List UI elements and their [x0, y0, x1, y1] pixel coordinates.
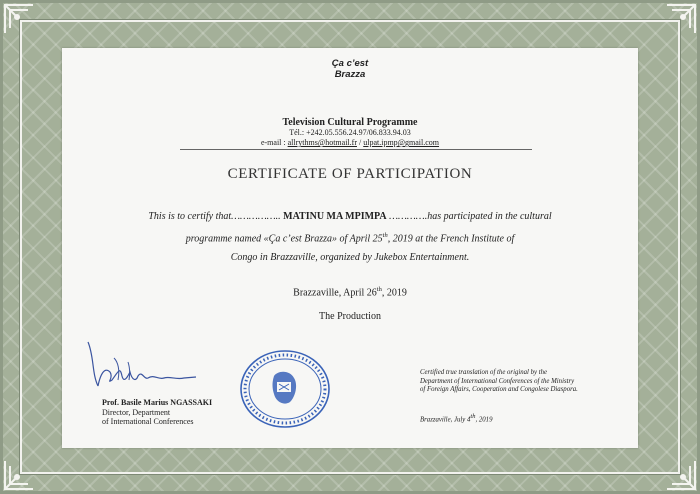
corner-ornament-icon — [2, 458, 36, 492]
corner-ornament-icon — [664, 2, 698, 36]
email-address-2[interactable]: ulpat.ipmp@gmail.com — [363, 138, 440, 147]
corner-ornament-icon — [2, 2, 36, 36]
body-text: ………….has participated in the cultural — [386, 211, 552, 222]
body-text: This is to certify that…………….. — [148, 211, 284, 222]
participant-name: MATINU MA MPIMPA — [283, 211, 387, 222]
ordinal-suffix: th — [470, 413, 476, 420]
corner-ornament-icon — [664, 458, 698, 492]
place-date-text: Brazzaville, April 26 — [293, 287, 377, 299]
certificate-body-line-1 — [62, 211, 638, 222]
email-separator: / — [356, 138, 364, 147]
certificate-body-line-3: Congo in Brazzaville, organized by Jukebox Entertainment. — [230, 252, 470, 263]
place-date-text: , 2019 — [381, 287, 407, 299]
translation-date — [420, 413, 492, 423]
ordinal-suffix: th — [382, 232, 388, 239]
signatory-block — [102, 398, 212, 427]
organization-name — [62, 58, 638, 80]
handwritten-signature — [84, 336, 204, 394]
email-address-1[interactable]: allrythms@hotmail.fr — [287, 138, 357, 147]
email-line — [62, 138, 638, 147]
org-name-line1: Ça c’est — [331, 58, 369, 69]
signatory-department: of International Conferences — [102, 417, 194, 426]
header-divider — [180, 149, 532, 150]
certificate-sheet — [62, 48, 638, 448]
body-text: programme named «Ça c’est Brazza» of April 25 — [185, 233, 383, 245]
programme-title: Television Cultural Programme — [282, 117, 418, 128]
translation-date-text: Brazzaville, July 4 — [420, 416, 471, 424]
certificate-title: CERTIFICATE OF PARTICIPATION — [227, 166, 473, 182]
signatory-name: Prof. Basile Marius NGASSAKI — [102, 398, 213, 407]
issuer-label: The Production — [319, 311, 381, 322]
signatory-role: Director, Department — [102, 407, 171, 417]
email-prefix: e-mail : — [260, 138, 288, 147]
body-text: , 2019 at the French Institute of — [387, 233, 515, 245]
certificate-body-line-2 — [62, 232, 638, 244]
translation-date-text: , 2019 — [475, 416, 493, 424]
org-name-line2: Brazza — [334, 69, 366, 80]
place-and-date — [62, 286, 638, 298]
translation-certification-note: Certified true translation of the original by the Department of International Conferences of the Ministry of Foreign Affairs, Cooperation and Congolese Diaspora. — [420, 369, 578, 393]
ordinal-suffix: th — [376, 286, 382, 293]
telephone-line: Tél.: +242.05.556.24.97/06.833.94.03 — [289, 128, 411, 137]
official-stamp — [238, 348, 332, 430]
